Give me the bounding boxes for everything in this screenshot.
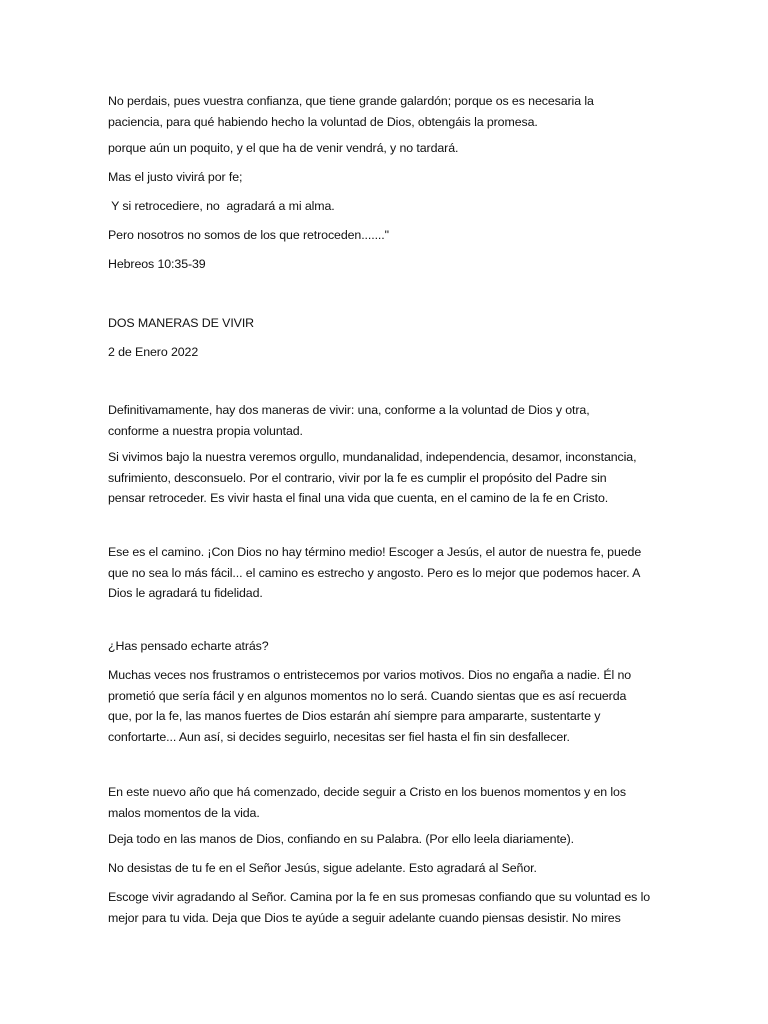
body-line: pensar retroceder. Es vivir hasta el final una vida que cuenta, en el camino de la fe en Cristo. xyxy=(108,491,609,505)
body-line: conforme a nuestra propia voluntad. xyxy=(108,423,303,438)
body-paragraph-2 xyxy=(108,447,668,509)
verse-paragraph-2 xyxy=(108,138,668,159)
body-line: mejor para tu vida. Deja que Dios te ayúde a seguir adelante cuando piensas desistir. No mires xyxy=(108,910,621,925)
body-line: malos momentos de la vida. xyxy=(108,805,260,820)
body-line: Ese es el camino. ¡Con Dios no hay término medio! Escoger a Jesús, el autor de nuestra fe, puede xyxy=(108,545,642,559)
verse-reference xyxy=(108,254,668,275)
body-line: confortarte... Aun así, si decides seguirlo, necesitas ser fiel hasta el fin sin desfallecer. xyxy=(108,729,570,744)
body-line: Escoge vivir agradando al Señor. Camina por la fe en sus promesas confiando que su voluntad es lo xyxy=(108,890,651,904)
body-paragraph-5 xyxy=(108,782,668,823)
body-paragraph-3 xyxy=(108,542,668,604)
verse-line: Mas el justo vivirá por fe; xyxy=(108,170,243,184)
verse-paragraph-1 xyxy=(108,91,668,132)
body-paragraph-1 xyxy=(108,400,668,441)
verse-line: Y si retrocediere, no agradará a mi alma. xyxy=(108,199,335,213)
page-title xyxy=(108,313,668,334)
date-text: 2 de Enero 2022 xyxy=(108,345,199,359)
verse-paragraph-5 xyxy=(108,225,668,246)
body-line: Definitivamamente, hay dos maneras de vivir: una, conforme a la voluntad de Dios y otra, xyxy=(108,403,590,417)
body-paragraph-7 xyxy=(108,858,668,879)
body-line: Muchas veces nos frustramos o entristecemos por varios motivos. Dios no engaña a nadie. Él no xyxy=(108,668,632,682)
question-text: ¿Has pensado echarte atrás? xyxy=(108,639,269,653)
body-line: Deja todo en las manos de Dios, confiando en su Palabra. (Por ello leela diariamente). xyxy=(108,832,574,846)
body-paragraph-8 xyxy=(108,887,668,928)
body-line: En este nuevo año que há comenzado, decide seguir a Cristo en los buenos momentos y en los xyxy=(108,785,626,799)
question-line xyxy=(108,636,668,657)
date-line xyxy=(108,342,668,363)
body-line: que, por la fe, las manos fuertes de Dios estarán ahí siempre para ampararte, sustentarte y xyxy=(108,709,601,723)
verse-line: porque aún un poquito, y el que ha de venir vendrá, y no tardará. xyxy=(108,141,459,155)
verse-paragraph-4 xyxy=(108,196,668,217)
body-line: prometió que sería fácil y en algunos momentos no lo será. Cuando sientas que es así recuerda xyxy=(108,688,627,703)
body-paragraph-6 xyxy=(108,829,668,850)
body-paragraph-4 xyxy=(108,665,668,747)
title-text: DOS MANERAS DE VIVIR xyxy=(108,316,255,330)
body-line: que no sea lo más fácil... el camino es estrecho y angosto. Pero es lo mejor que podemos hacer. A xyxy=(108,565,641,580)
body-line: No desistas de tu fe en el Señor Jesús, sigue adelante. Esto agradará al Señor. xyxy=(108,861,537,875)
reference-text: Hebreos 10:35-39 xyxy=(108,257,206,271)
body-line: Dios le agradará tu fidelidad. xyxy=(108,586,263,600)
verse-line: Pero nosotros no somos de los que retroceden......." xyxy=(108,228,389,242)
body-line: Si vivimos bajo la nuestra veremos orgullo, mundanalidad, independencia, desamor, inconstancia, xyxy=(108,450,637,464)
verse-line: paciencia, para qué habiendo hecho la voluntad de Dios, obtengáis la promesa. xyxy=(108,114,538,129)
body-line: sufrimiento, desconsuelo. Por el contrario, vivir por la fe es cumplir el propósito del Padre sin xyxy=(108,470,607,485)
verse-line: No perdais, pues vuestra confianza, que tiene grande galardón; porque os es necesaria la xyxy=(108,94,594,108)
verse-paragraph-3 xyxy=(108,167,668,188)
